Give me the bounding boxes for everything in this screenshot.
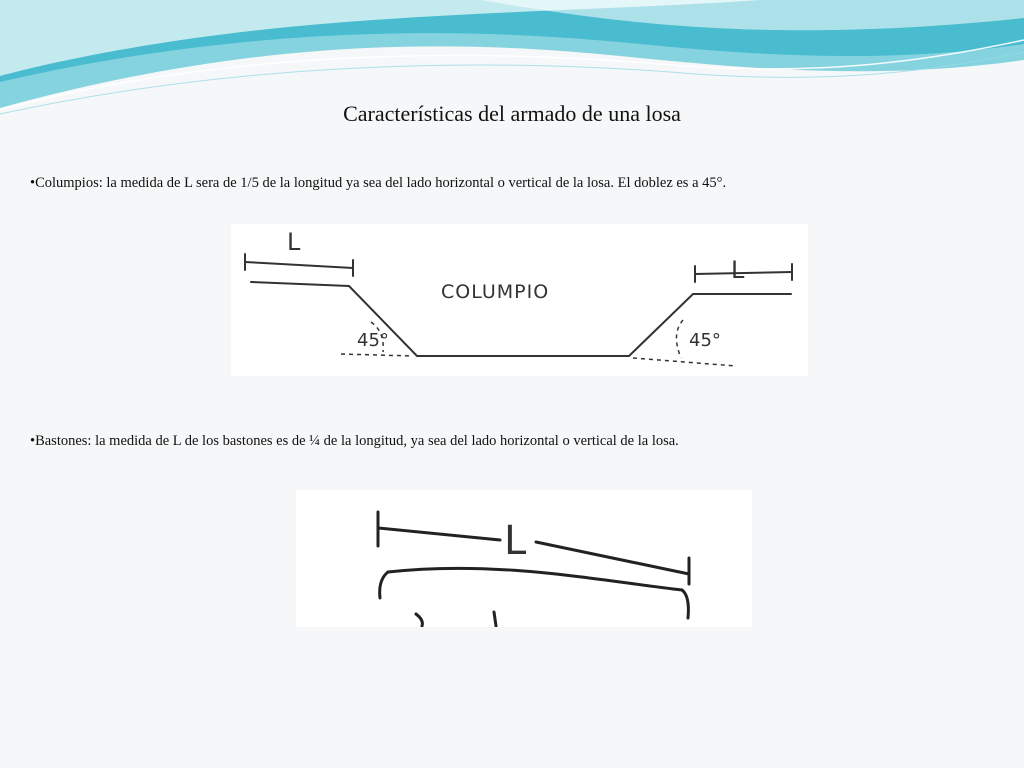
columpio-label: COLUMPIO bbox=[441, 281, 550, 303]
columpio-left-dimension: L bbox=[287, 228, 301, 256]
baston-dimension: L bbox=[504, 518, 527, 564]
columpio-right-angle: 45° bbox=[689, 330, 721, 351]
columpio-left-angle: 45° bbox=[357, 330, 389, 351]
columpio-diagram bbox=[231, 224, 808, 376]
bullet-columpios: •Columpios: la medida de L sera de 1/5 de la longitud ya sea del lado horizontal o vertical de la losa. El doblez es a 45°. bbox=[30, 175, 727, 191]
baston-diagram bbox=[296, 490, 752, 627]
slide-title: Características del armado de una losa bbox=[343, 101, 681, 126]
bullet-bastones: •Bastones: la medida de L de los bastones es de ¼ de la longitud, ya sea del lado horizontal o vertical de la losa. bbox=[30, 433, 679, 449]
columpio-right-dimension: L bbox=[731, 256, 745, 284]
